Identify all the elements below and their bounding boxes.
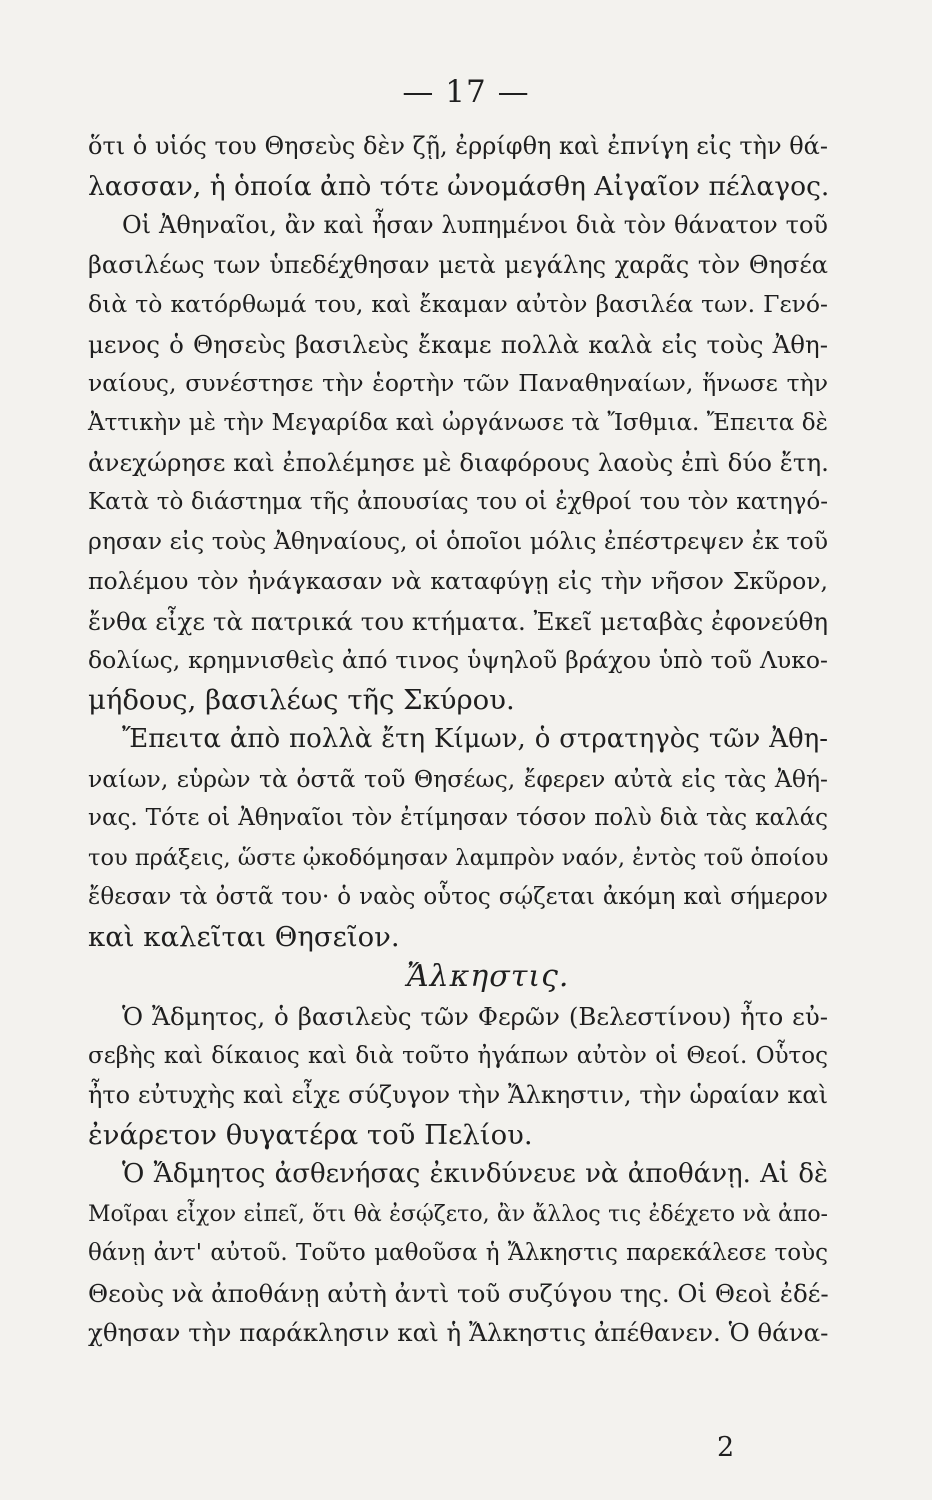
body-text [88,127,828,1353]
text-line: διὰ τὸ κατόρθωμά του, καὶ ἔκαμαν αὐτὸν βασιλέα των. Γενό- [88,290,828,319]
text-line: ἀνεχώρησε καὶ ἐπολέμησε μὲ διαφόρους λαοὺς ἐπὶ δύο ἔτη. [88,448,829,478]
text-line: Θεοὺς νὰ ἀποθάνῃ αὐτὴ ἀντὶ τοῦ συζύγου της. Οἱ Θεοὶ ἐδέ- [88,1278,829,1308]
text-line: μενος ὁ Θησεὺς βασιλεὺς ἔκαμε πολλὰ καλὰ εἰς τοὺς Ἀθη- [88,329,828,359]
text-line: θάνῃ ἀντ' αὐτοῦ. Τοῦτο μαθοῦσα ἡ Ἄλκηστις παρεκάλεσε τοὺς [88,1240,828,1267]
text-line: χθησαν τὴν παράκλησιν καὶ ἡ Ἄλκηστις ἀπέθανεν. Ὁ θάνα- [88,1318,829,1348]
text-line: ἦτο εὐτυχὴς καὶ εἶχε σύζυγον τὴν Ἄλκηστιν, τὴν ὡραίαν καὶ [88,1081,828,1110]
text-line: Ἔπειτα ἀπὸ πολλὰ ἔτη Κίμων, ὁ στρατηγὸς τῶν Ἀθη- [122,724,828,755]
text-line: καὶ καλεῖται Θησεῖον. [88,920,400,953]
text-line: Κατὰ τὸ διάστημα τῆς ἀπουσίας του οἱ ἐχθροί του τὸν κατηγό- [88,488,828,515]
text-line: ναίους, συνέστησε τὴν ἑορτὴν τῶν Παναθηναίων, ἥνωσε τὴν [88,369,828,398]
text-line: δολίως, κρημνισθεὶς ἀπό τινος ὑψηλοῦ βράχου ὑπὸ τοῦ Λυκο- [88,646,828,675]
text-line: του πράξεις, ὥστε ᾠκοδόμησαν λαμπρὸν ναόν, ἐντὸς τοῦ ὁποίου [88,844,829,871]
text-line: Μοῖραι εἶχον εἰπεῖ, ὅτι θὰ ἐσῴζετο, ἂν ἄλλος τις ἐδέχετο νὰ ἀπο- [88,1201,828,1227]
text-line: Ὁ Ἄδμητος, ὁ βασιλεὺς τῶν Φερῶν (Βελεστίνου) ἦτο εὐ- [122,1002,828,1032]
text-line: Ἀττικὴν μὲ τὴν Μεγαρίδα καὶ ὠργάνωσε τὰ Ἴσθμια. Ἔπειτα δὲ [88,409,828,436]
text-line: ἔθεσαν τὰ ὀστᾶ του· ὁ ναὸς οὗτος σῴζεται ἀκόμη καὶ σήμερον [88,884,828,911]
text-line: ρησαν εἰς τοὺς Ἀθηναίους, οἱ ὁποῖοι μόλις ἐπέστρεψεν ἐκ τοῦ [88,527,828,556]
text-line: σεβὴς καὶ δίκαιος καὶ διὰ τοῦτο ἠγάπων αὐτὸν οἱ Θεοί. Οὗτος [88,1042,828,1069]
text-line: ἔνθα εἶχε τὰ πατρικά του κτήματα. Ἐκεῖ μεταβὰς ἐφονεύθη [88,606,828,636]
text-line: ὅτι ὁ υἱός του Θησεὺς δὲν ζῇ, ἐρρίφθη καὶ ἐπνίγη εἰς τὴν θά- [88,132,828,160]
text-line: πολέμου τὸν ἠνάγκασαν νὰ καταφύγῃ εἰς τὴν νῆσον Σκῦρον, [88,567,828,596]
text-line: λασσαν, ἡ ὁποία ἀπὸ τότε ὠνομάσθη Αἰγαῖον πέλαγος. [88,170,830,202]
text-line: ἐνάρετον θυγατέρα τοῦ Πελίου. [88,1118,533,1151]
text-line: Οἱ Ἀθηναῖοι, ἂν καὶ ἦσαν λυπημένοι διὰ τὸν θάνατον τοῦ [122,211,828,240]
text-line: Ὁ Ἄδμητος ἀσθενήσας ἐκινδύνευε νὰ ἀποθάνῃ. Αἱ δὲ [122,1159,828,1190]
section-heading: Ἄλκηστις. [406,959,570,995]
page-number: — 17 — [402,74,530,110]
text-line: βασιλέως των ὑπεδέχθησαν μετὰ μεγάλης χαρᾶς τὸν Θησέα [88,250,828,279]
text-line: μήδους, βασιλέως τῆς Σκύρου. [88,683,515,716]
signature-mark: 2 [717,1432,735,1463]
text-line: ναίων, εὑρὼν τὰ ὀστᾶ τοῦ Θησέως, ἔφερεν αὐτὰ εἰς τὰς Ἀθή- [88,764,828,793]
text-line: νας. Τότε οἱ Ἀθηναῖοι τὸν ἐτίμησαν τόσον πολὺ διὰ τὰς καλάς [88,805,828,832]
